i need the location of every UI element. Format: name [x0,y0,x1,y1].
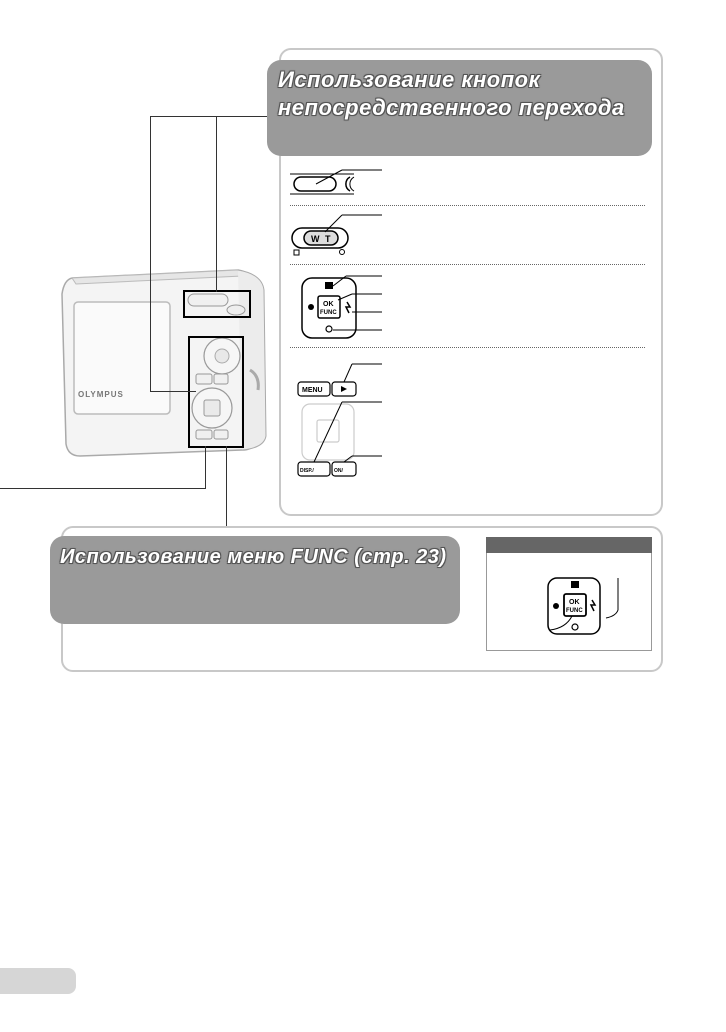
ok-label: OK [323,301,334,308]
divider [290,347,645,348]
func-arrow-pad-icon [530,570,630,638]
leader-line [150,391,196,392]
leader-line [205,446,206,489]
shutter-button-icon [290,168,385,200]
func-func-label: FUNC [566,608,583,614]
arrow-pad-icon [290,272,385,344]
shutter-zoom-highlight [183,290,251,318]
leader-line [150,116,270,117]
func-ok-label: OK [569,599,580,606]
page-number-tab [0,968,76,994]
shortcut-title-line1: Использование кнопок [278,67,541,92]
leader-line [216,116,217,292]
disp-label: DISP./ [300,468,314,474]
control-buttons-highlight [188,336,244,448]
divider [290,205,645,206]
divider [290,264,645,265]
zoom-w-label: W [311,234,320,244]
camera-brand-label: OLYMPUS [78,390,124,399]
shortcut-title-line2: непосредственного перехода [278,95,625,120]
zoom-lever-icon [290,212,385,258]
leader-line [226,446,227,528]
func-title: Использование меню FUNC (стр. 23) [60,546,447,568]
leader-line [0,488,206,489]
func-example-header [486,537,652,553]
menu-label: MENU [302,387,323,394]
func-label: FUNC [320,310,337,316]
menu-buttons-icon [290,358,385,482]
zoom-t-label: T [325,234,331,244]
leader-line [150,116,151,392]
on-off-label: ON/ [334,468,343,474]
